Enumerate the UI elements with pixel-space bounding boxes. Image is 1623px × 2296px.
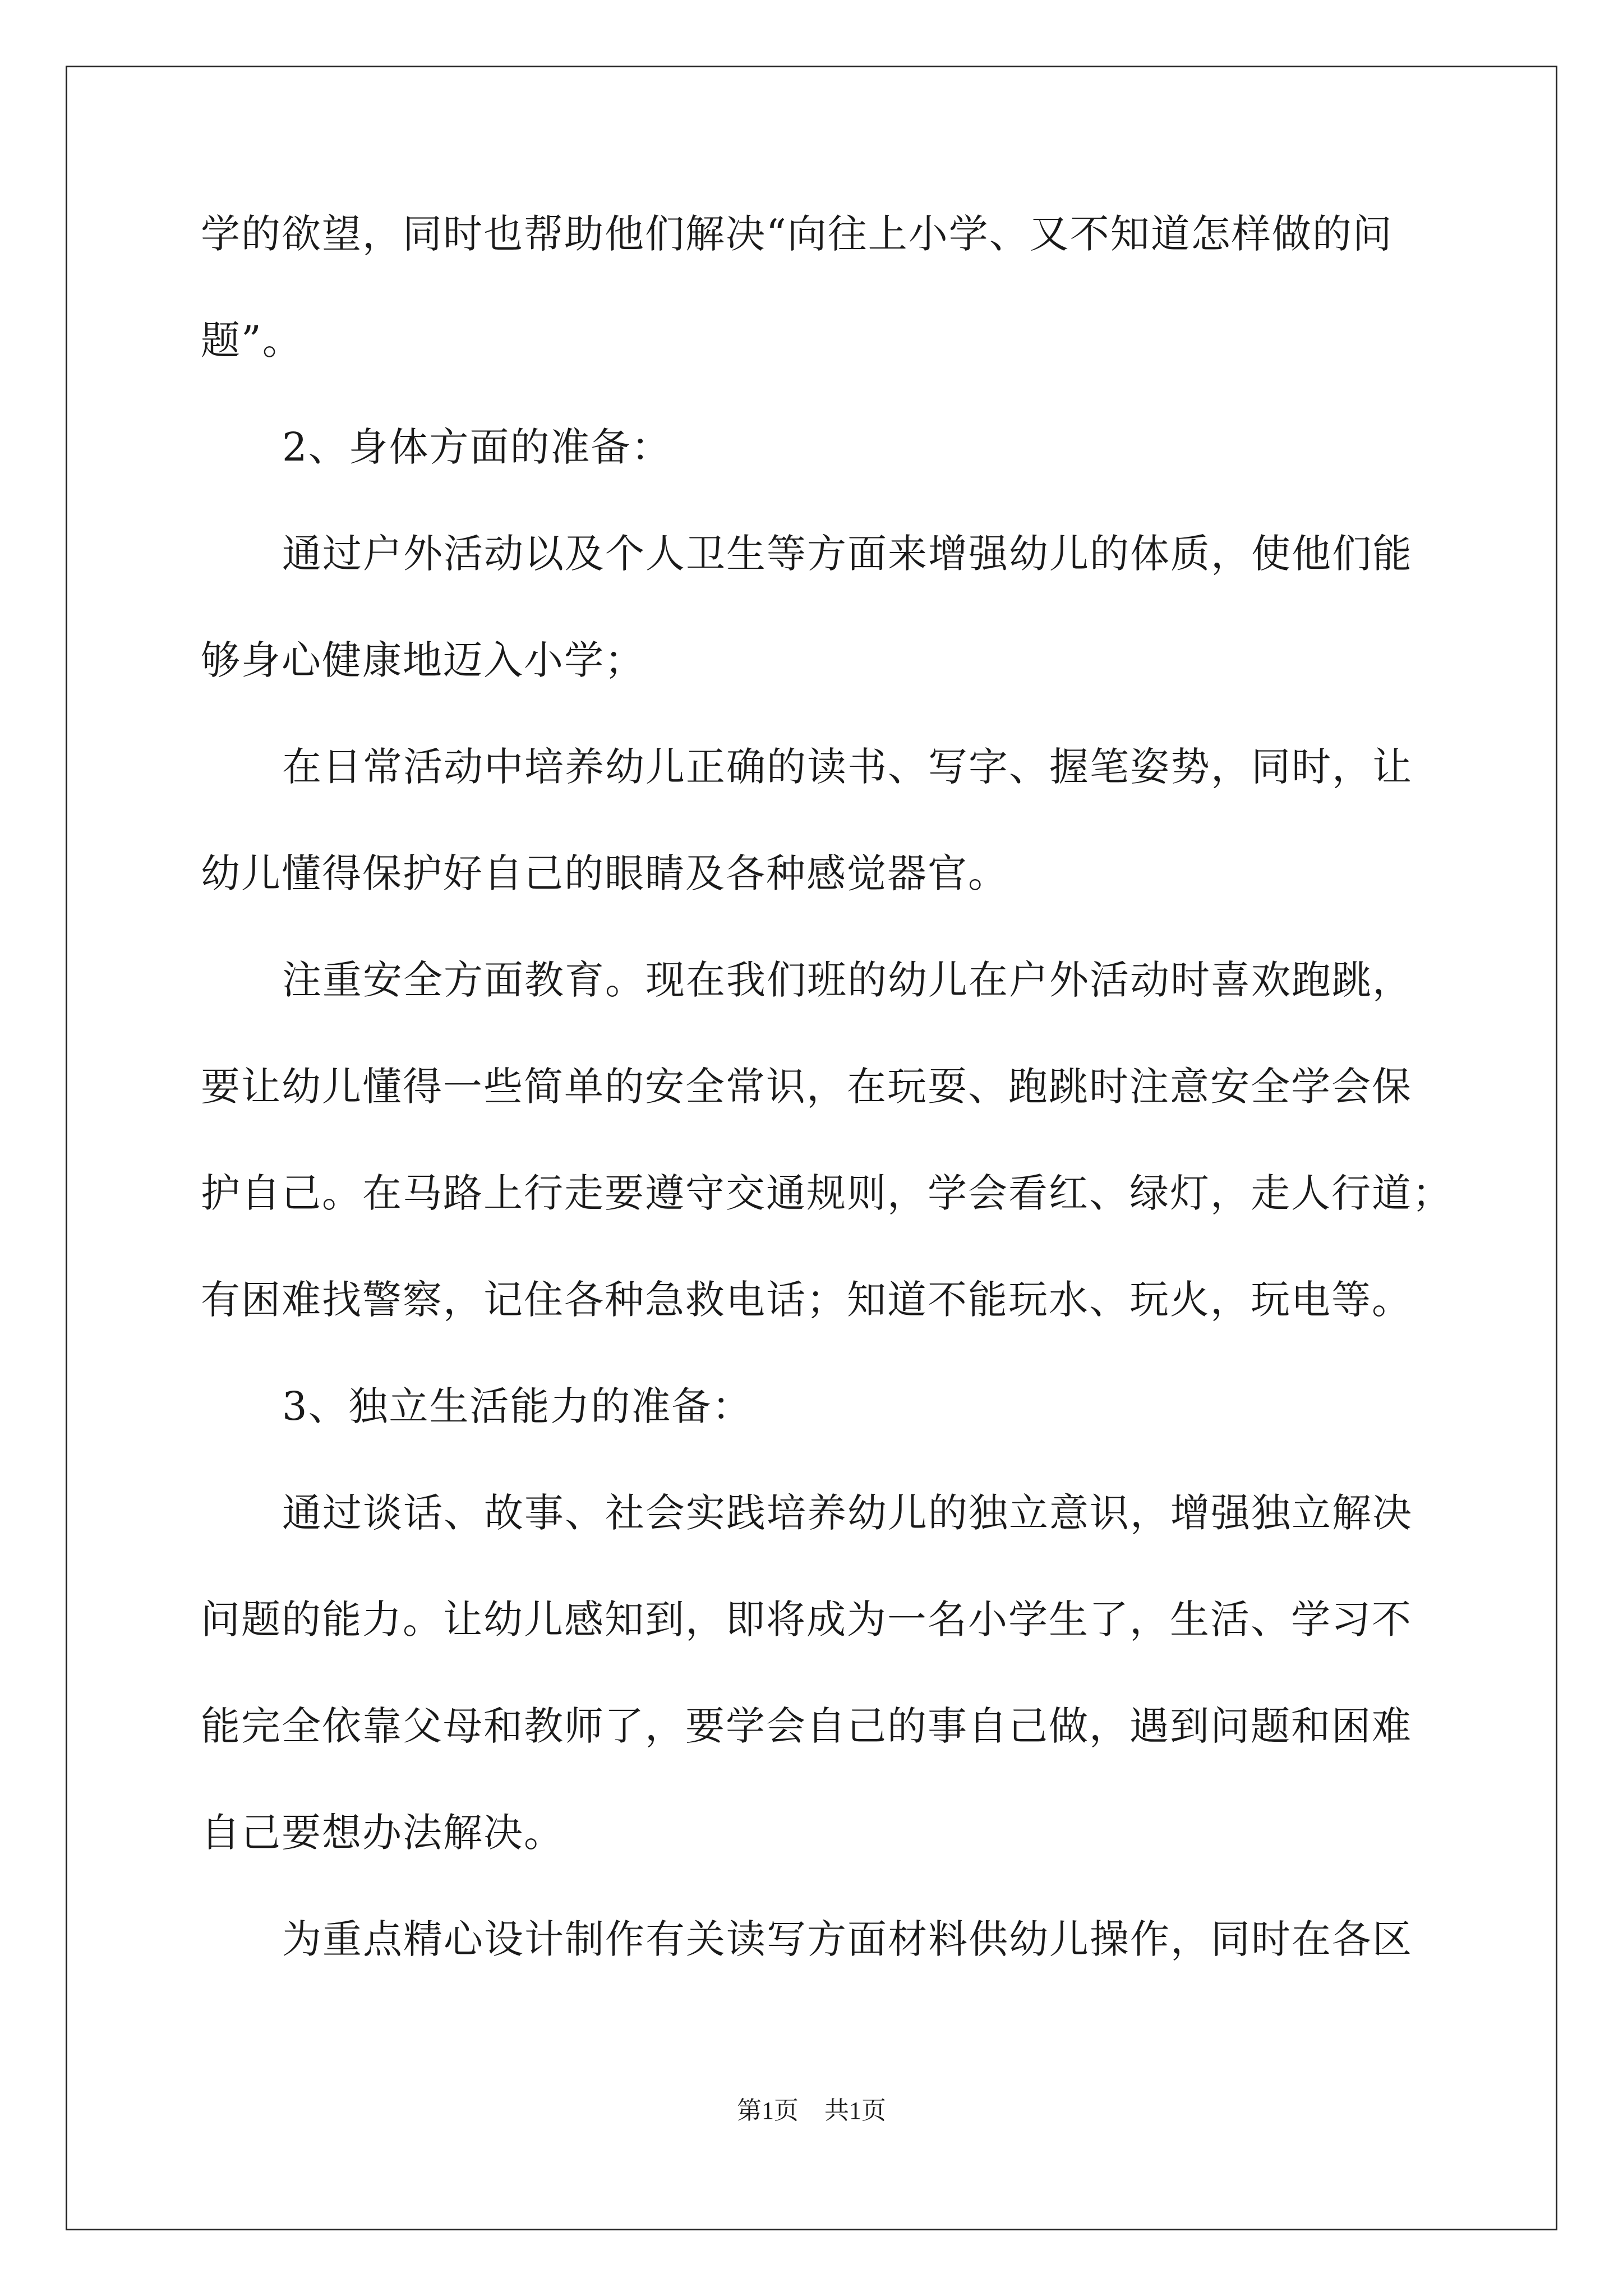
text-line: 能完全依靠父母和教师了，要学会自己的事自己做，遇到问题和困难 — [201, 1703, 1412, 1749]
text-line: 在日常活动中培养幼儿正确的读书、写字、握笔姿势，同时，让 — [282, 744, 1413, 790]
text-line: 有困难找警察，记住各种急救电话；知道不能玩水、玩火，玩电等。 — [201, 1277, 1412, 1323]
text-line: 护自己。在马路上行走要遵守交通规则，学会看红、绿灯，走人行道； — [201, 1170, 1453, 1216]
text-line: 自己要想办法解决。 — [201, 1810, 564, 1856]
page-number: 第1页 — [737, 2097, 799, 2124]
page-footer — [0, 2095, 1623, 2127]
text-line: 问题的能力。让幼儿感知到，即将成为一名小学生了，生活、学习不 — [201, 1596, 1412, 1642]
text-line: 注重安全方面教育。现在我们班的幼儿在户外活动时喜欢跑跳， — [282, 957, 1413, 1003]
text-line: 为重点精心设计制作有关读写方面材料供幼儿操作，同时在各区 — [282, 1916, 1413, 1962]
text-line: 3、独立生活能力的准备： — [282, 1383, 753, 1429]
text-line: 学的欲望，同时也帮助他们解决“向往上小学、又不知道怎样做的问 — [201, 211, 1393, 257]
page-total: 共1页 — [824, 2097, 886, 2124]
text-line: 幼儿懂得保护好自己的眼睛及各种感觉器官。 — [201, 850, 1008, 896]
text-line: 2、身体方面的准备： — [282, 424, 672, 470]
text-line: 通过户外活动以及个人卫生等方面来增强幼儿的体质，使他们能 — [282, 531, 1413, 577]
text-line: 够身心健康地迈入小学； — [201, 637, 645, 683]
text-line: 题”。 — [201, 318, 303, 364]
text-line: 通过谈话、故事、社会实践培养幼儿的独立意识，增强独立解决 — [282, 1490, 1413, 1536]
text-line: 要让幼儿懂得一些简单的安全常识，在玩耍、跑跳时注意安全学会保 — [201, 1064, 1412, 1110]
document-body — [201, 210, 1453, 2022]
